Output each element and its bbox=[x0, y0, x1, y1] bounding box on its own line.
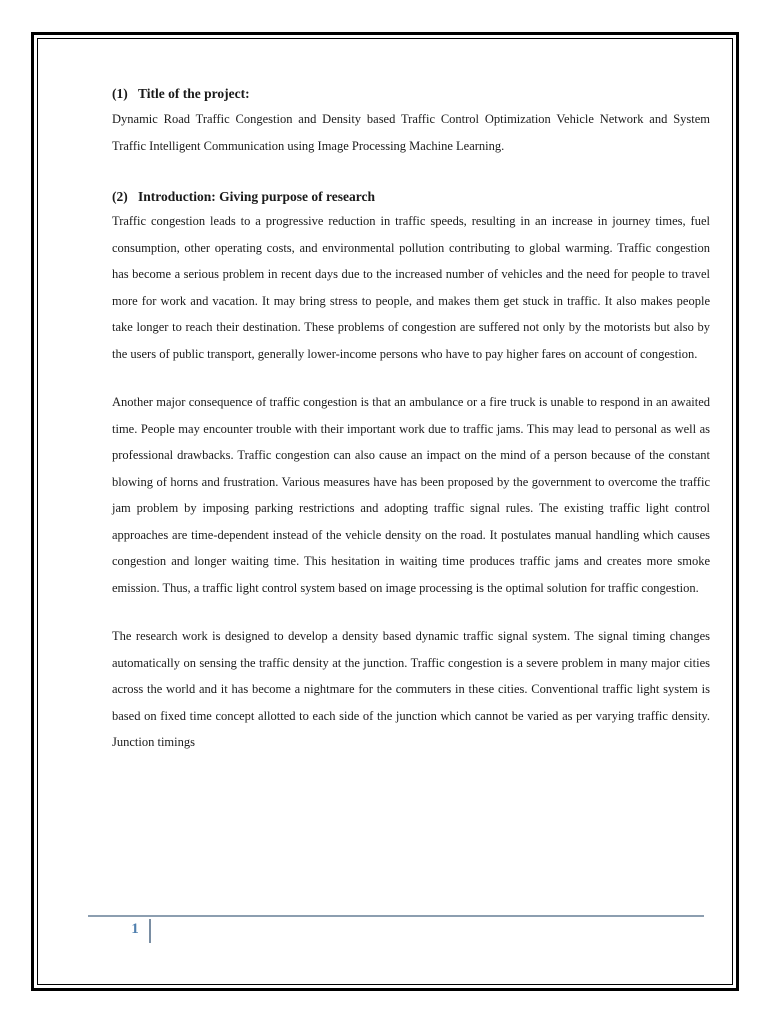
intro-paragraph-1: Traffic congestion leads to a progressive reduction in traffic speeds, resulting in an increase in journey times, fuel consumption, other operating costs, and environmental pollution contributing to global warming. Traffic congestion has become a serious problem in recent days due to the increased number of vehicles and the need for people to travel more for work and vacation. It may bring stress to people, and makes them get stuck in traffic. It also makes people take longer to reach their destination. These problems of congestion are suffered not only by the motorists but also by the users of public transport, generally lower-income persons who have to pay higher fares on account of congestion. bbox=[112, 214, 710, 361]
section-2-number: (2) bbox=[112, 189, 128, 204]
section-1-heading bbox=[112, 83, 710, 105]
page-number-divider bbox=[149, 919, 151, 943]
section-1-number: (1) bbox=[112, 86, 128, 101]
section-2-heading bbox=[112, 186, 710, 208]
page-content bbox=[112, 83, 710, 756]
footer-rule bbox=[88, 915, 704, 917]
section-1-text: Dynamic Road Traffic Congestion and Density based Traffic Control Optimization Vehicle Network and System Traffic Intelligent Communication using Image Processing Machine Learning. bbox=[112, 112, 710, 153]
section-2-title: Introduction: Giving purpose of research bbox=[138, 189, 376, 204]
page-number: 1 bbox=[131, 921, 139, 937]
section-1-title: Title of the project: bbox=[138, 86, 250, 101]
intro-paragraph-3: The research work is designed to develop a density based dynamic traffic signal system. The signal timing changes automatically on sensing the traffic density at the junction. Traffic congestion is a severe problem in many major cities across the world and it has become a nightmare for the commuters in these cities. Conventional traffic light system is based on fixed time concept allotted to each side of the junction which cannot be varied as per varying traffic density. Junction timings bbox=[112, 629, 710, 749]
intro-paragraph-2: Another major consequence of traffic congestion is that an ambulance or a fire truck is unable to respond in an awaited time. People may encounter trouble with their important work due to traffic jams. This may lead to personal as well as professional drawbacks. Traffic congestion can also cause an impact on the mind of a person because of the constant blowing of horns and frustration. Various measures have has been proposed by the government to overcome the traffic jam problem by imposing parking restrictions and adopting traffic signal rules. The existing traffic light control approaches are time-dependent instead of the vehicle density on the road. It postulates manual handling which causes congestion and longer waiting time. This hesitation in waiting time produces traffic jams and creates more smoke emission. Thus, a traffic light control system based on image processing is the optimal solution for traffic congestion. bbox=[112, 395, 710, 595]
